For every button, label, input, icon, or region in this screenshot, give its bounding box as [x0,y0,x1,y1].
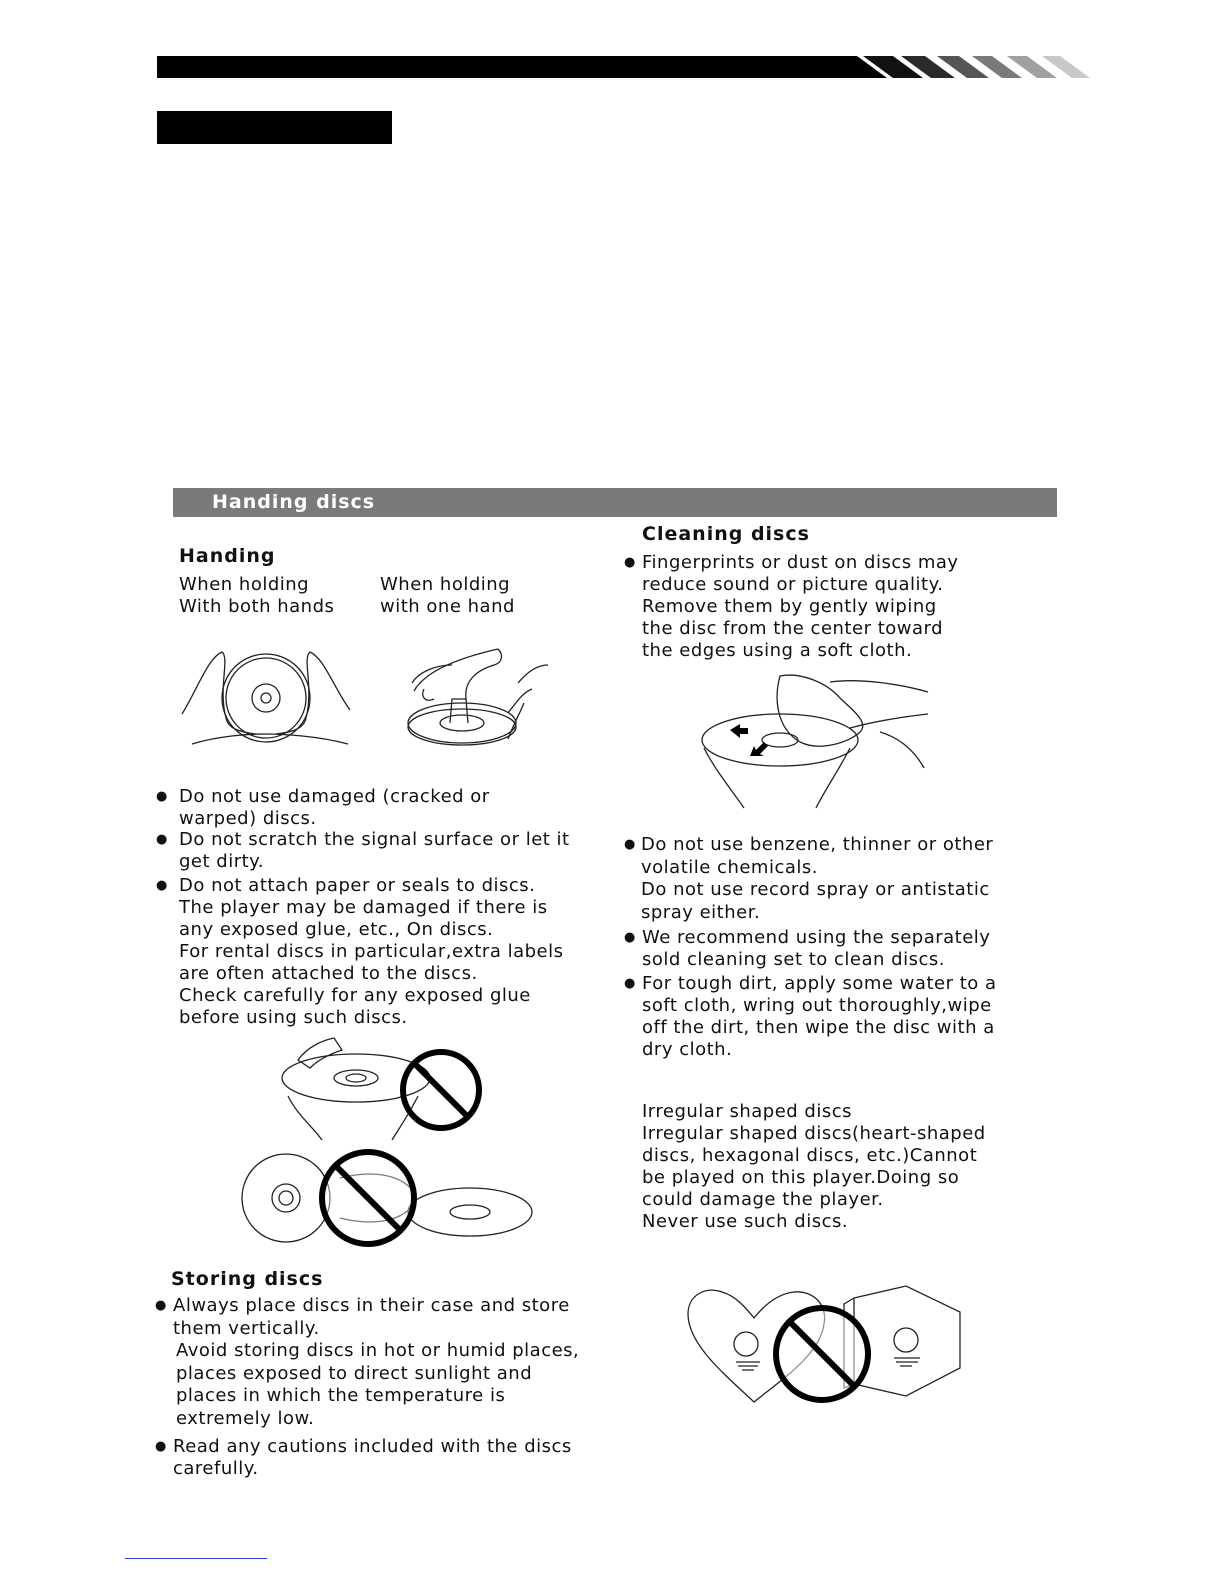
cleaning-bullet-3: For tough dirt, apply some water to a soft cloth, wring out thoroughly,wipe off the dirt, then wipe the disc with a dry cloth. [642,973,997,1060]
storing-bullet-2: Read any cautions included with the discs carefully. [173,1436,572,1479]
handling-heading: Handing [179,545,276,567]
bullet-marker: ● [155,1298,167,1313]
bullet-marker: ● [624,930,636,945]
disc-two-hands-illustration [178,648,356,748]
chapter-title-block [157,111,392,144]
section-title: Handing discs [212,491,376,513]
handling-bullet-2: Do not scratch the signal surface or let it get dirty. [179,829,570,872]
irregular-discs-prohibited-illustration [684,1284,964,1408]
storing-bullet-1: Always place discs in their case and store them vertically. Avoid storing discs in hot or humid places, places exposed to direct sunlight and places in which the temperature is extremely low. [173,1295,580,1429]
footer-rule [125,1558,267,1559]
header-stripe [157,56,1097,78]
bullet-marker: ● [156,878,168,893]
bullet-marker: ● [624,837,636,852]
cleaning-bullet-1: Do not use benzene, thinner or other volatile chemicals. Do not use record spray or antistatic spray either. [641,834,994,923]
cleaning-intro: Fingerprints or dust on discs may reduce sound or picture quality. Remove them by gently wiping the disc from the center toward the edges using a soft cloth. [642,552,959,661]
both-hands-caption: When holding With both hands [179,574,335,617]
bullet-marker: ● [156,789,168,804]
handling-bullet-1: Do not use damaged (cracked or warped) discs. [179,786,490,829]
disc-wiping-illustration [700,668,934,812]
bullet-marker: ● [156,832,168,847]
cleaning-bullet-2: We recommend using the separately sold cleaning set to clean discs. [642,927,991,970]
label-on-disc-prohibited-illustration [278,1036,484,1142]
bullet-marker: ● [155,1439,167,1454]
bullet-marker: ● [624,976,636,991]
one-hand-caption: When holding with one hand [380,574,515,617]
irregular-discs-text: Irregular shaped discs Irregular shaped discs(heart-shaped discs, hexagonal discs, etc.)Cannot be played on this player.Doing so could damage the player. Never use such discs. [642,1101,986,1232]
disc-one-hand-illustration [404,643,552,747]
storing-heading: Storing discs [171,1268,324,1290]
stacked-discs-prohibited-illustration [240,1148,536,1248]
cleaning-heading: Cleaning discs [642,523,810,545]
bullet-marker: ● [624,555,636,570]
handling-bullet-3: Do not attach paper or seals to discs. The player may be damaged if there is any exposed glue, etc., On discs. For rental discs in particular,extra labels are often attached to the discs. Check carefully for any exposed glue before using such discs. [179,875,564,1028]
